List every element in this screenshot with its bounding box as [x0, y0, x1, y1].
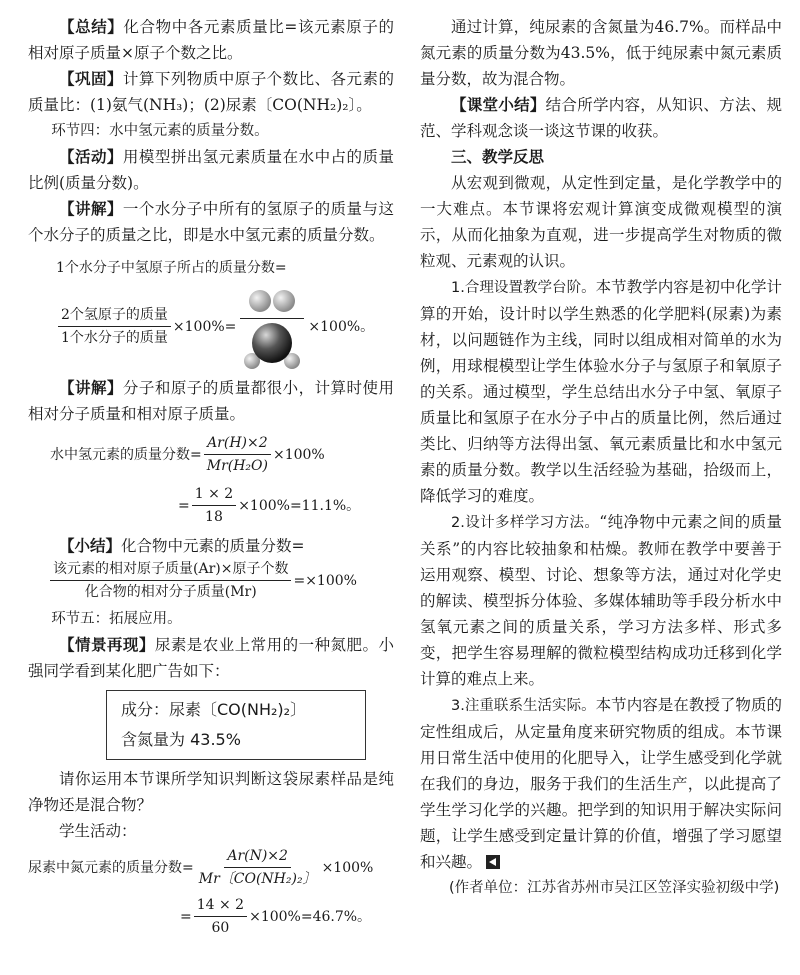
reflection-point-1: [420, 274, 782, 509]
equation-2-numerator: Ar(H)×2: [204, 433, 271, 455]
equation-2-label: 水中氢元素的质量分数=: [50, 446, 202, 463]
class-summary-tag: 【课堂小结】: [451, 95, 546, 114]
brief-summary-paragraph: [28, 533, 394, 559]
reflection-point-2-title: 2.设计多样学习方法。: [451, 515, 600, 531]
equation-6-end: ×100%=46.7%。: [249, 908, 372, 925]
class-summary-paragraph: [420, 92, 782, 144]
equation-5-end: ×100%: [321, 859, 374, 876]
section-five-heading: 环节五：拓展应用。: [51, 611, 182, 627]
scenario-paragraph: [28, 632, 394, 684]
summary-text: 化合物中各元素质量比=该元素原子的相对原子质量×原子个数之比。: [28, 18, 394, 62]
left-column: [28, 14, 394, 938]
reflection-point-2-text: “纯净物中元素之间的质量关系”的内容比较抽象和枯燥。教师在教学中要善于运用观察、模型、讨论、想象等方法，通过对化学史的解读、模型拆分体验、多媒体辅助等手段分析水中氢氧元素之间的质量关系，学习方法多样、形式多变，把学生容易理解的微粒模型结构成功迁移到化学计算的难点上来。: [420, 513, 782, 688]
equation-4: [28, 559, 394, 602]
equation-3-prefix: =: [178, 497, 190, 514]
reflection-point-1-title: 1.合理设置教学台阶。: [451, 280, 596, 296]
activity-tag: 【活动】: [59, 147, 123, 166]
equation-4-denominator: 化合物的相对分子质量(Mr): [84, 584, 257, 600]
consolidate-tag: 【巩固】: [59, 69, 123, 88]
equation-3: [28, 484, 394, 527]
explain-tag-2: 【讲解】: [59, 378, 123, 397]
brief-summary-text: 化合物中元素的质量分数=: [121, 537, 305, 555]
reflection-point-2: [420, 509, 782, 692]
explain-paragraph-1: [28, 196, 394, 248]
reflection-heading: 三、教学反思: [451, 147, 545, 166]
class-summary-text: 结合所学内容，从知识、方法、规范、学科观念谈一谈这节课的收获。: [420, 96, 782, 140]
equation-1-label: 1个水分子中氢原子所占的质量分数=: [56, 260, 287, 276]
end-mark-icon: [486, 855, 500, 869]
equation-4-end: =×100%: [293, 572, 357, 589]
reflection-point-3: [420, 692, 782, 875]
equation-6-numerator: 14 × 2: [194, 895, 247, 917]
equation-5-denominator: Mr〔CO(NH₂)₂〕: [198, 871, 317, 887]
summary-paragraph: [28, 14, 394, 66]
water-molecule-icon: [242, 319, 302, 369]
student-activity-label: 学生活动：: [59, 822, 137, 840]
equation-2-denominator: Mr(H₂O): [206, 458, 268, 474]
reflection-point-3-text: 本节内容是在教授了物质的定性组成后，从定量角度来研究物质的组成。本节课用日常生活中使用的化肥导入，让学生感受到化学就在我们的身边，服务于我们的生活生产，以此提高了学生学习化学的兴趣。把学到的知识用于解决实际问题，让学生感受到定量计算的价值，增强了学习愿望和兴趣。: [420, 696, 782, 871]
equation-6: [28, 895, 394, 938]
equation-6-denominator: 60: [211, 920, 230, 936]
equation-3-end: ×100%=11.1%。: [238, 497, 361, 514]
ad-nitrogen-content: 含氮量为 43.5%: [121, 730, 241, 749]
molecule-fraction: [240, 284, 304, 369]
scenario-text: 尿素是农业上常用的一种氮肥。小强同学看到某化肥广告如下：: [28, 636, 394, 680]
hydrogen-atoms-icon: [242, 284, 302, 318]
activity-text: 用模型拼出氢元素质量在水中占的质量比例(质量分数)。: [28, 148, 394, 192]
right-column: [420, 14, 782, 901]
scenario-tag: 【情景再现】: [59, 635, 155, 654]
equation-5-numerator: Ar(N)×2: [224, 846, 291, 868]
consolidate-paragraph: [28, 66, 394, 118]
equation-4-fraction: [50, 559, 291, 602]
equation-6-fraction: [194, 895, 247, 938]
equation-5-fraction: [196, 846, 320, 889]
equation-1-fraction: [58, 305, 171, 348]
question-paragraph: 请你运用本节课所学知识判断这袋尿素样品是纯净物还是混合物？: [28, 770, 394, 814]
equation-2: [28, 433, 394, 476]
equation-1: [28, 258, 394, 369]
fertilizer-ad-box: [106, 690, 366, 760]
equation-3-numerator: 1 × 2: [192, 484, 236, 506]
reflection-intro: 从宏观到微观，从定性到定量，是化学教学中的一大难点。本节课将宏观计算演变成微观模型的演示，从而化抽象为直观，进一步提高学生对物质的微粒观、元素观的认识。: [420, 174, 782, 270]
equation-1-end: ×100%。: [308, 318, 375, 335]
explain-tag-1: 【讲解】: [59, 199, 123, 218]
reflection-point-3-title: 3.注重联系生活实际。: [451, 698, 596, 714]
equation-5-label: 尿素中氮元素的质量分数=: [28, 859, 194, 876]
equation-5: [28, 846, 394, 889]
explain-text-2: 分子和原子的质量都很小，计算时使用相对分子质量和相对原子质量。: [28, 379, 394, 423]
reflection-point-1-text: 本节教学内容是初中化学计算的开始，设计时以学生熟悉的化学肥料(尿素)为素材，以问题链作为主线，同时以组成相对简单的水为例，用球棍模型让学生体验水分子与氢原子和氧原子的关系。通过模型，学生总结出水分子中氢、氧原子质量比和氢原子在水分子中占的质量比例，然后通过类比、归纳等方法得出氢、氧元素质量比和水中氢元素的质量分数。教学以生活经验为基础，拾级而上，降低学习的难度。: [420, 278, 782, 505]
equation-1-mid: ×100%=: [172, 318, 237, 335]
explain-text-1: 一个水分子中所有的氢原子的质量与这个水分子的质量之比，即是水中氢元素的质量分数。: [28, 200, 394, 244]
activity-paragraph: [28, 144, 394, 196]
section-four-heading: 环节四：水中氢元素的质量分数。: [51, 123, 269, 139]
summary-tag: 【总结】: [59, 17, 124, 36]
ad-ingredient: 成分：尿素〔CO(NH₂)₂〕: [121, 700, 307, 719]
brief-summary-tag: 【小结】: [59, 536, 122, 555]
equation-2-fraction: [204, 433, 271, 476]
equation-3-denominator: 18: [205, 509, 223, 525]
equation-3-fraction: [192, 484, 236, 527]
explain-paragraph-2: [28, 375, 394, 427]
consolidate-text: 计算下列物质中原子个数比、各元素的质量比：(1)氨气(NH₃)；(2)尿素〔CO(NH₂)₂〕。: [28, 70, 394, 114]
calculation-conclusion: 通过计算，纯尿素的含氮量为46.7%。而样品中氮元素的质量分数为43.5%，低于纯尿素中氮元素质量分数，故为混合物。: [420, 18, 782, 88]
equation-6-prefix: =: [180, 908, 192, 925]
equation-1-numerator: 2个氢原子的质量: [58, 305, 171, 327]
author-affiliation: (作者单位：江苏省苏州市吴江区笠泽实验初级中学): [449, 880, 780, 896]
equation-4-numerator: 该元素的相对原子质量(Ar)×原子个数: [50, 559, 291, 581]
equation-2-end: ×100%: [272, 446, 325, 463]
equation-1-denominator: 1个水分子的质量: [61, 330, 168, 346]
